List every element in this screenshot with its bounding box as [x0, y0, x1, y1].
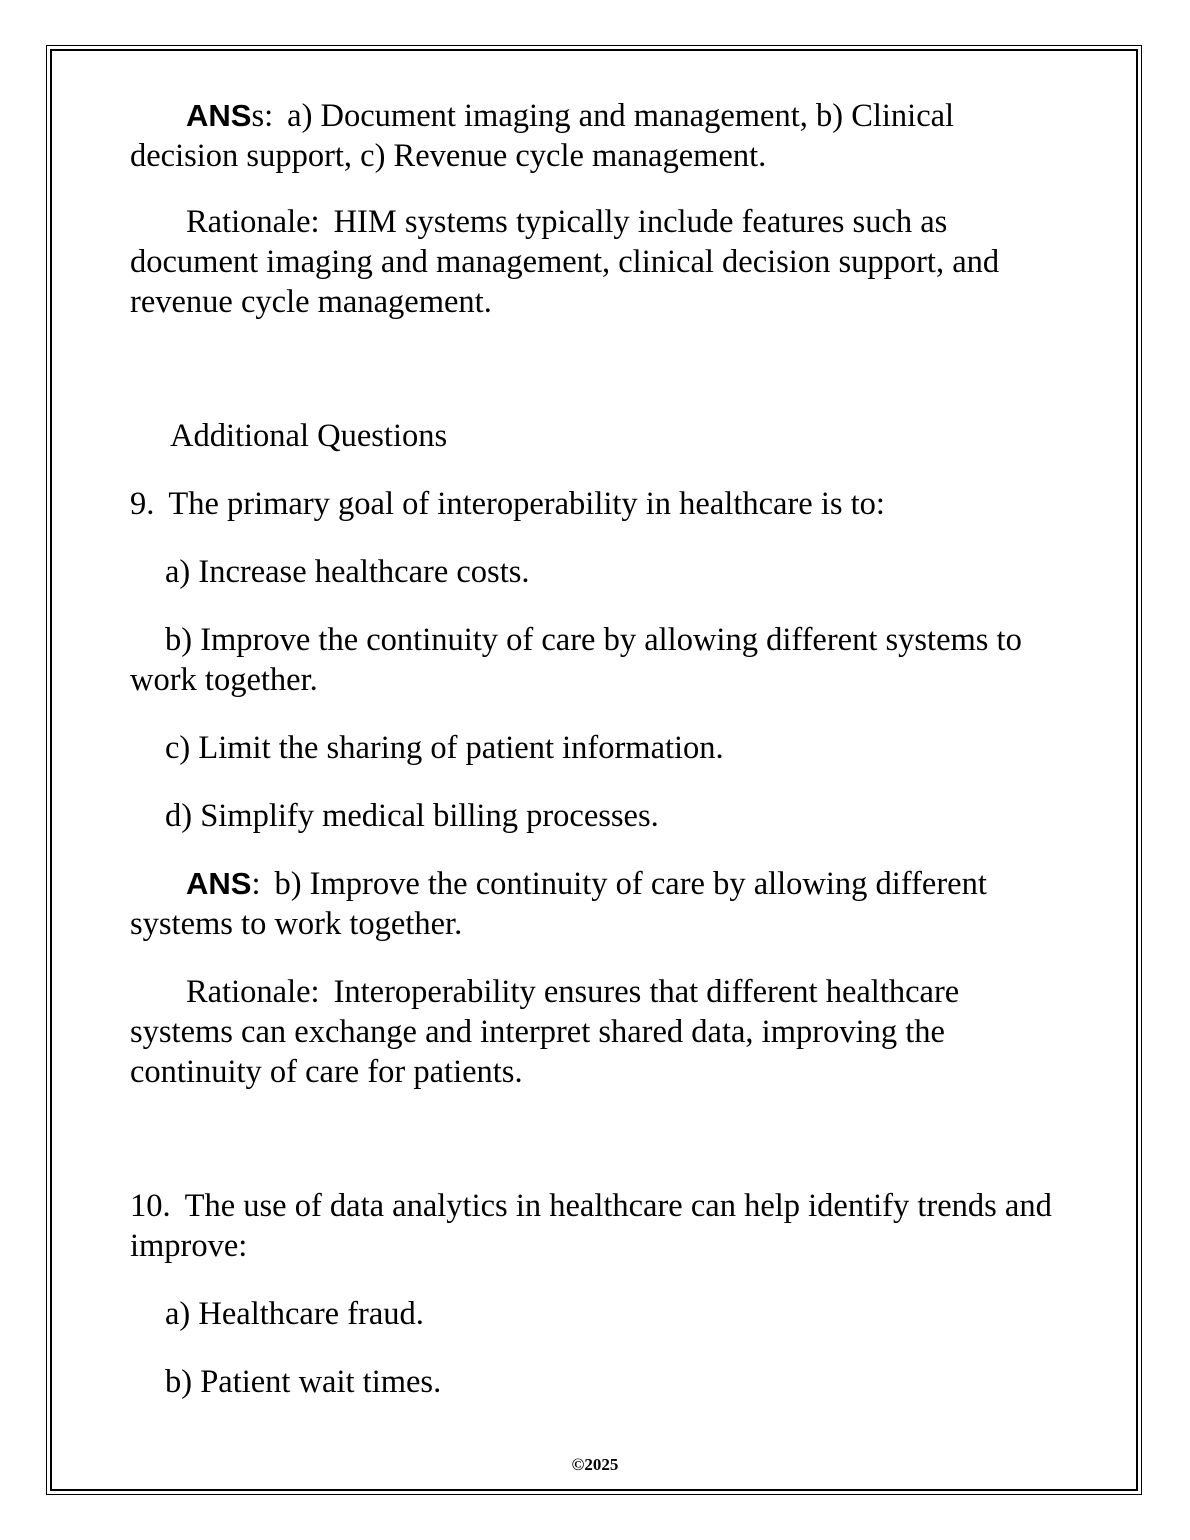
document-body [130, 96, 1060, 1402]
q9-option-a: a) Increase healthcare costs. [165, 554, 530, 590]
ans-text: b) Improve the continuity of care by allowing different systems to work together. [130, 866, 987, 942]
rationale-label: Rationale: [186, 974, 320, 1010]
question-10 [130, 1186, 1060, 1266]
rationale-block-8 [130, 202, 1060, 322]
ans-colon: : [251, 866, 261, 902]
ans-text: a) Document imaging and management, b) Clinical decision support, c) Revenue cycle management. [130, 98, 955, 174]
copyright-footer: ©2025 [571, 1455, 619, 1474]
ans-label: ANS [186, 98, 252, 133]
question-text: The use of data analytics in healthcare can help identify trends and improve: [130, 1188, 1052, 1264]
section-heading: Additional Questions [170, 418, 448, 454]
answer-block-8 [130, 96, 1060, 176]
q9-option-d: d) Simplify medical billing processes. [165, 798, 659, 834]
question-number: 10. [130, 1188, 171, 1224]
q9-option-c: c) Limit the sharing of patient information. [165, 730, 724, 766]
q9-option-b: b) Improve the continuity of care by allowing different systems to work together. [130, 622, 1022, 698]
question-number: 9. [130, 486, 155, 522]
question-9 [130, 484, 1060, 524]
ans-label: ANS [186, 866, 252, 901]
question-text: The primary goal of interoperability in healthcare is to: [168, 486, 885, 522]
rationale-block-9 [130, 972, 1060, 1092]
answer-block-9 [130, 864, 1060, 944]
q10-option-a: a) Healthcare fraud. [165, 1296, 424, 1332]
rationale-text: HIM systems typically include features such as document imaging and management, clinical decision support, and revenue cycle management. [130, 204, 1000, 320]
rationale-label: Rationale: [186, 204, 320, 240]
rationale-text: Interoperability ensures that different healthcare systems can exchange and interpret shared data, improving the continuity of care for patients. [130, 974, 960, 1090]
q10-option-b: b) Patient wait times. [165, 1364, 442, 1400]
ans-suffix: s: [251, 98, 274, 134]
